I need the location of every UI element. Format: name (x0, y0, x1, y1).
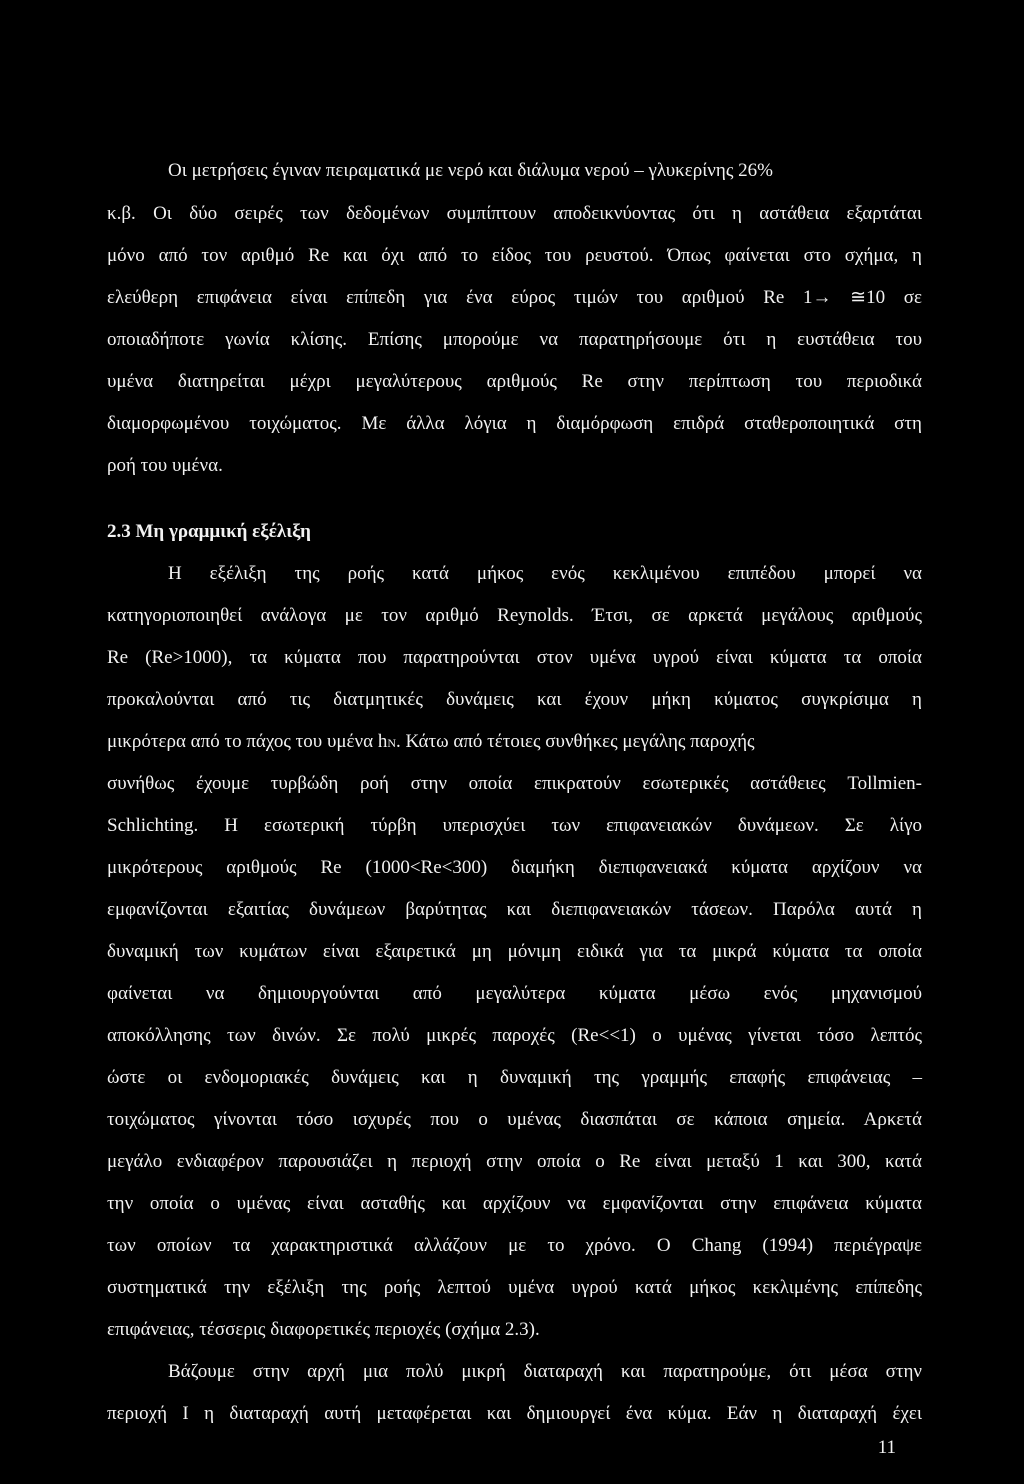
text-line: Οι μετρήσεις έγιναν πειραματικά με νερό και διάλυμα νερού – γλυκερίνης 26% (168, 160, 773, 181)
text-line: δυναμική των κυμάτων είναι εξαιρετικά μη μόνιμη ειδικά για τα μικρά κύματα τα οποία (107, 941, 922, 962)
text-line: προκαλούνται από τις διατμητικές δυνάμεις και έχουν μήκη κύματος συγκρίσιμα η (107, 689, 922, 710)
text-line: Re (Re>1000), τα κύματα που παρατηρούνται στον υμένα υγρού είναι κύματα τα οποία (107, 647, 922, 668)
text-line (107, 732, 922, 751)
text-line: την οποία ο υμένας είναι ασταθής και αρχίζουν να εμφανίζονται στην επιφάνεια κύματα (107, 1193, 922, 1214)
text-line: συνήθως έχουμε τυρβώδη ροή στην οποία επικρατούν εσωτερικές αστάθειες Tollmien- (107, 773, 922, 794)
text-line: επιφάνειας, τέσσερις διαφορετικές περιοχές (σχήμα 2.3). (107, 1319, 540, 1340)
text-line: μικρότερους αριθμούς Re (1000<Re<300) διαμήκη διεπιφανειακά κύματα αρχίζουν να (107, 857, 922, 878)
text-line: αποκόλλησης των δινών. Σε πολύ μικρές παροχές (Re<<1) ο υμένας γίνεται τόσο λεπτός (107, 1025, 922, 1046)
text-line: φαίνεται να δημιουργούνται από μεγαλύτερα κύματα μέσω ενός μηχανισμού (107, 983, 922, 1004)
text-line: υμένα διατηρείται μέχρι μεγαλύτερους αριθμούς Re στην περίπτωση του περιοδικά (107, 371, 922, 392)
text-line: διαμορφωμένου τοιχώματος. Με άλλα λόγια η διαμόρφωση επιδρά σταθεροποιητικά στη (107, 413, 922, 434)
subscript: N (387, 736, 397, 750)
text-line: Βάζουμε στην αρχή μια πολύ μικρή διαταραχή και παρατηρούμε, ότι μέσα στην (168, 1361, 922, 1382)
page-number: 11 (877, 1437, 896, 1458)
text-line: οποιαδήποτε γωνία κλίσης. Επίσης μπορούμε να παρατηρήσουμε ότι η ευστάθεια του (107, 329, 922, 350)
text-line: κατηγοριοποιηθεί ανάλογα με τον αριθμό Reynolds. Έτσι, σε αρκετά μεγάλους αριθμούς (107, 605, 922, 626)
text-line: εμφανίζονται εξαιτίας δυνάμεων βαρύτητας και διεπιφανειακών τάσεων. Παρόλα αυτά η (107, 899, 922, 920)
text-line: κ.β. Οι δύο σειρές των δεδομένων συμπίπτουν αποδεικνύοντας ότι η αστάθεια εξαρτάται (107, 203, 922, 224)
section-heading: 2.3 Μη γραμμική εξέλιξη (107, 521, 311, 542)
text-line: συστηματικά την εξέλιξη της ροής λεπτού υμένα υγρού κατά μήκος κεκλιμένης επίπεδης (107, 1277, 922, 1298)
text-line: Schlichting. Η εσωτερική τύρβη υπερισχύει των επιφανειακών δυνάμεων. Σε λίγο (107, 815, 922, 836)
text-line: ροή του υμένα. (107, 455, 223, 476)
text-line: ελεύθερη επιφάνεια είναι επίπεδη για ένα εύρος τιμών του αριθμού Re 1→ ≅10 σε (107, 287, 922, 308)
text-line: μόνο από τον αριθμό Re και όχι από το είδος του ρευστού. Όπως φαίνεται στο σχήμα, η (107, 245, 922, 266)
text-segment: . Κάτω από τέτοιες συνθήκες μεγάλης παροχής (396, 731, 755, 752)
text-segment: μικρότερα από το πάχος του υμένα h (107, 731, 388, 752)
text-line: περιοχή I η διαταραχή αυτή μεταφέρεται και δημιουργεί ένα κύμα. Εάν η διαταραχή έχει (107, 1403, 922, 1424)
text-line: μεγάλο ενδιαφέρον παρουσιάζει η περιοχή στην οποία ο Re είναι μεταξύ 1 και 300, κατά (107, 1151, 922, 1172)
text-line: των οποίων τα χαρακτηριστικά αλλάζουν με το χρόνο. Ο Chang (1994) περιέγραψε (107, 1235, 922, 1256)
text-line: τοιχώματος γίνονται τόσο ισχυρές που ο υμένας διασπάται σε κάποια σημεία. Αρκετά (107, 1109, 922, 1130)
text-line: ώστε οι ενδομοριακές δυνάμεις και η δυναμική της γραμμής επαφής επιφάνειας – (107, 1067, 922, 1088)
text-line: Η εξέλιξη της ροής κατά μήκος ενός κεκλιμένου επιπέδου μπορεί να (168, 563, 922, 584)
